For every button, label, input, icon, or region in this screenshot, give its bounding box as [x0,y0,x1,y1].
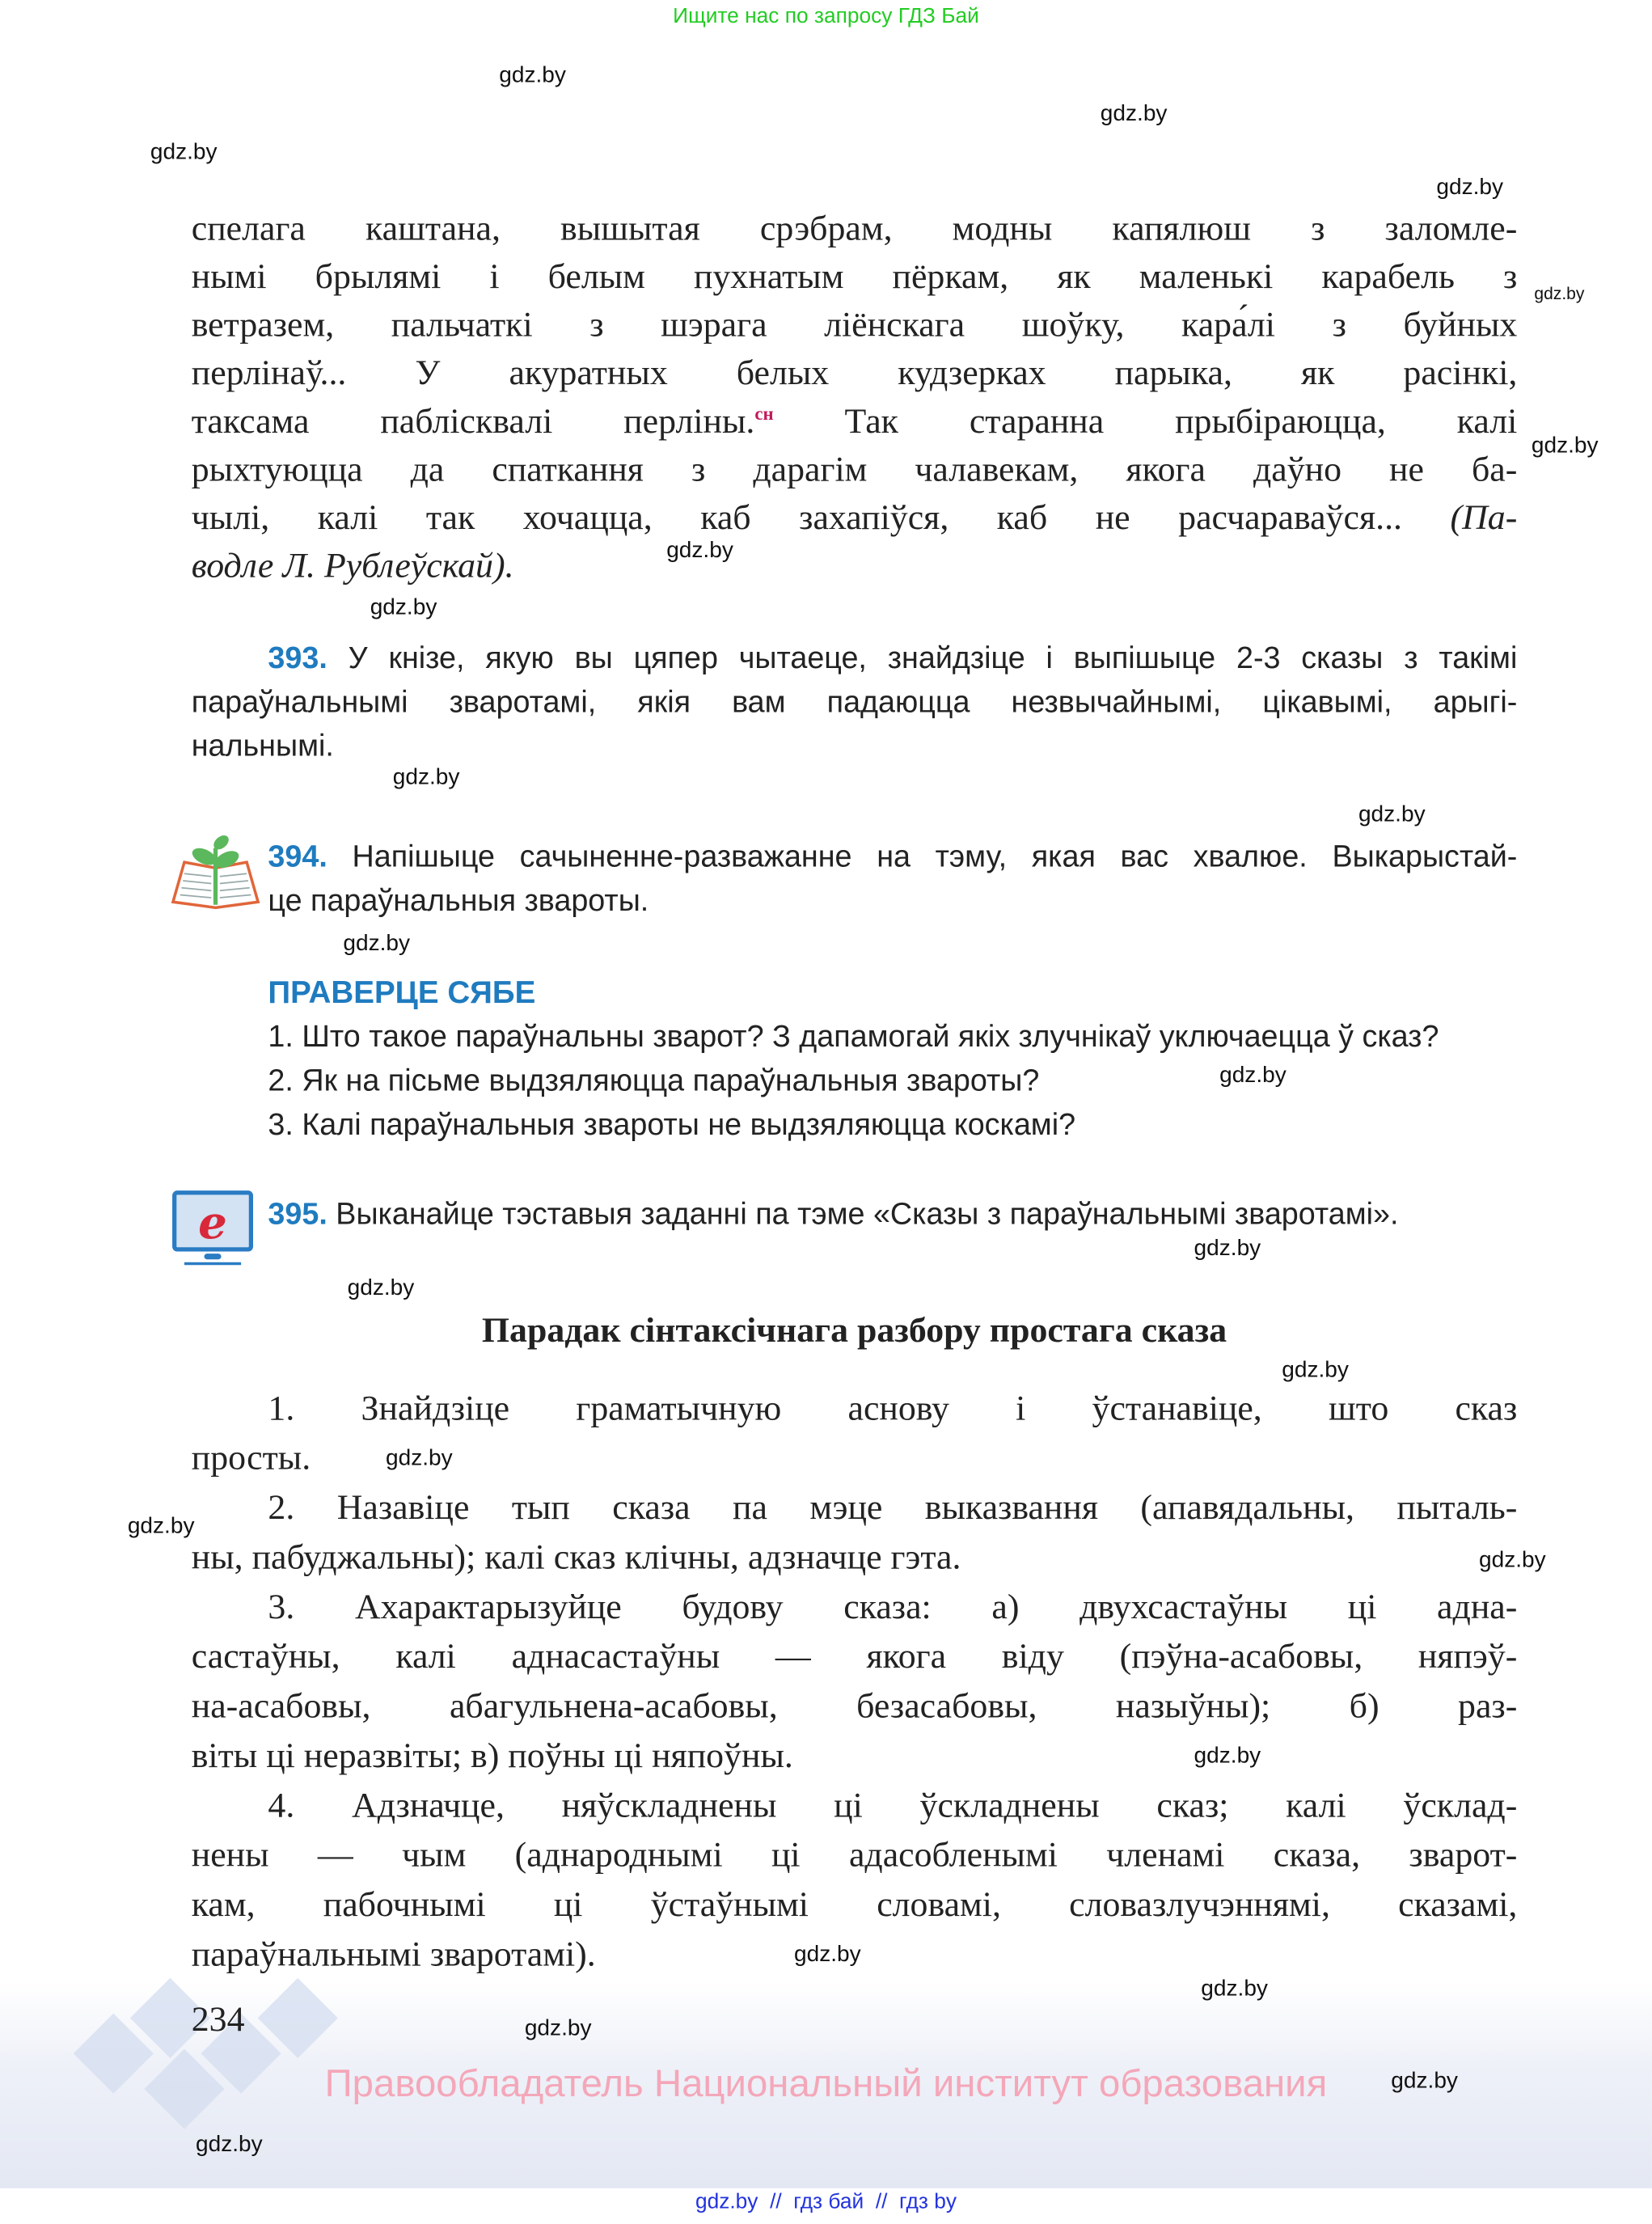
watermark: gdz.by [1531,433,1599,459]
exercise-text: нальнымі. [191,729,334,763]
question-item: 2. Як на пісьме выдзяляюцца параўнальныя звароты? [268,1063,1040,1098]
exercise-number: 395. [268,1197,327,1232]
exercise-text: У кнізе, якую вы цяпер чытаеце, знайдзіце і выпішыце 2-3 сказы з такімі [327,641,1518,675]
text-segment: таксама паблісквалі перліны. [191,403,755,442]
watermark: gdz.by [1358,802,1426,827]
watermark: gdz.by [1436,175,1504,201]
watermark: gdz.by [666,539,733,564]
watermark: gdz.by [1282,1358,1349,1383]
watermark: gdz.by [385,1446,453,1471]
text-line: перлінаў... У акуратных белых кудзерках парыка, як расінкі, [191,354,1518,393]
exercise-number: 393. [268,641,327,675]
watermark: gdz.by [347,1276,415,1301]
watermark: gdz.by [1194,1744,1261,1769]
text-segment: Так старанна прыбіраюцца, калі [773,403,1518,442]
exercise-text: Напішыце сачыненне-разважанне на тэму, якая вас хвалюе. Выкарыстай- [327,839,1518,874]
watermark: gdz.by [392,765,460,790]
exercise-394 [268,839,1517,875]
watermark: gdz.by [794,1943,861,1968]
source-citation: водле Л. Рублеўскай). [191,547,514,586]
source-citation: (Па- [1450,499,1518,538]
page-number: 234 [191,2001,245,2040]
watermark: gdz.by [1219,1063,1287,1089]
bottom-links[interactable]: gdz.by // гдз бай // гдз by [695,2189,957,2214]
text-line: кам, пабочнымі ці ўстаўнымі словамі, словазлучэннямі, сказамі, [191,1886,1518,1925]
watermark: gdz.by [127,1514,195,1539]
text-line: 4. Адзначце, няўскладнены ці ўскладнены сказ; калі ўсклад- [268,1786,1518,1825]
text-line: ветразем, пальчаткі з шэрага ліёнскага шоўку, кара́лі з буйных [191,306,1518,345]
svg-text:e: e [198,1195,227,1249]
text-line [192,403,1518,441]
question-item: 1. Што такое параўнальны зварот? З дапамогай якіх злучнікаў уключаецца ў сказ? [268,1019,1439,1054]
book-plant-icon [167,834,264,913]
exercise-text: це параўнальныя звароты. [268,883,649,918]
watermark: gdz.by [1194,1237,1261,1261]
text-line: параўнальнымі зваротамі). [191,1935,596,1975]
text-line: спелага каштана, вышытая срэбрам, модны капялюш з заломле- [191,209,1518,248]
watermark: gdz.by [524,2016,592,2041]
text-line [192,499,1518,537]
section-heading: Парадак сінтаксічнага разбору простага сказа [481,1312,1227,1351]
exercise-number: 394. [268,839,327,874]
text-line: 1. Знайдзіце граматычную аснову і ўстанавіце, што сказ [268,1389,1518,1428]
watermark: gdz.by [195,2133,263,2158]
top-banner[interactable]: Ищите нас по запросу ГДЗ Бай [673,4,979,29]
text-line: на-асабовы, абагульнена-асабовы, безасабовы, назыўны); б) раз- [191,1687,1518,1727]
exercise-text: Выканайце тэставыя заданні па тэме «Сказы з параўнальнымі зваротамі». [327,1197,1399,1232]
text-line: просты. [191,1439,311,1478]
text-line: 2. Назавіце тып сказа па мэце выказвання (апавядальны, пыталь- [268,1489,1518,1528]
text-line: віты ці неразвіты; в) поўны ці няпоўны. [191,1737,793,1776]
question-item: 3. Калі параўнальныя звароты не выдзяляюцца коскамі? [268,1107,1076,1142]
exercise-393 [268,641,1517,677]
watermark: gdz.by [1534,283,1585,304]
copyright-notice: Правообладатель Национальный институт образования [324,2061,1328,2105]
text-line: нены — чым (аднароднымі ці адасобленымі членамі сказа, зварот- [191,1836,1518,1875]
footnote-mark: сн [754,403,774,425]
watermark: gdz.by [343,932,411,956]
watermark: gdz.by [150,140,218,165]
watermark: gdz.by [1100,102,1168,127]
watermark: gdz.by [1391,2069,1458,2094]
text-line: ны, пабуджальны); калі сказ клічны, адзначце гэта. [191,1538,961,1578]
watermark: gdz.by [370,595,437,620]
text-line: 3. Ахарактарызуйце будову сказа: а) двухсастаўны ці адна- [268,1588,1518,1627]
e-learning-monitor-icon[interactable] [170,1189,255,1268]
text-line: нымі брылямі і белым пухнатым пёркам, як маленькі карабель з [191,258,1518,297]
watermark: gdz.by [1479,1548,1546,1573]
exercise-395 [268,1197,1398,1233]
text-line: састаўны, калі аднасастаўны — якога віду (пэўна-асабовы, няпэў- [191,1638,1518,1676]
text-segment: чылі, калі так хочацца, каб захапіўся, каб не расчараваўся... [191,499,1451,538]
text-line: рыхтуюцца да спаткання з дарагім чалавекам, якога даўно не ба- [191,450,1518,489]
watermark: gdz.by [1201,1977,1268,2002]
exercise-text: параўнальнымі зваротамі, якія вам падаюцца незвычайнымі, цікавымі, арыгі- [191,684,1518,720]
watermark: gdz.by [499,63,566,88]
self-check-title: ПРАВЕРЦЕ СЯБЕ [268,974,536,1010]
